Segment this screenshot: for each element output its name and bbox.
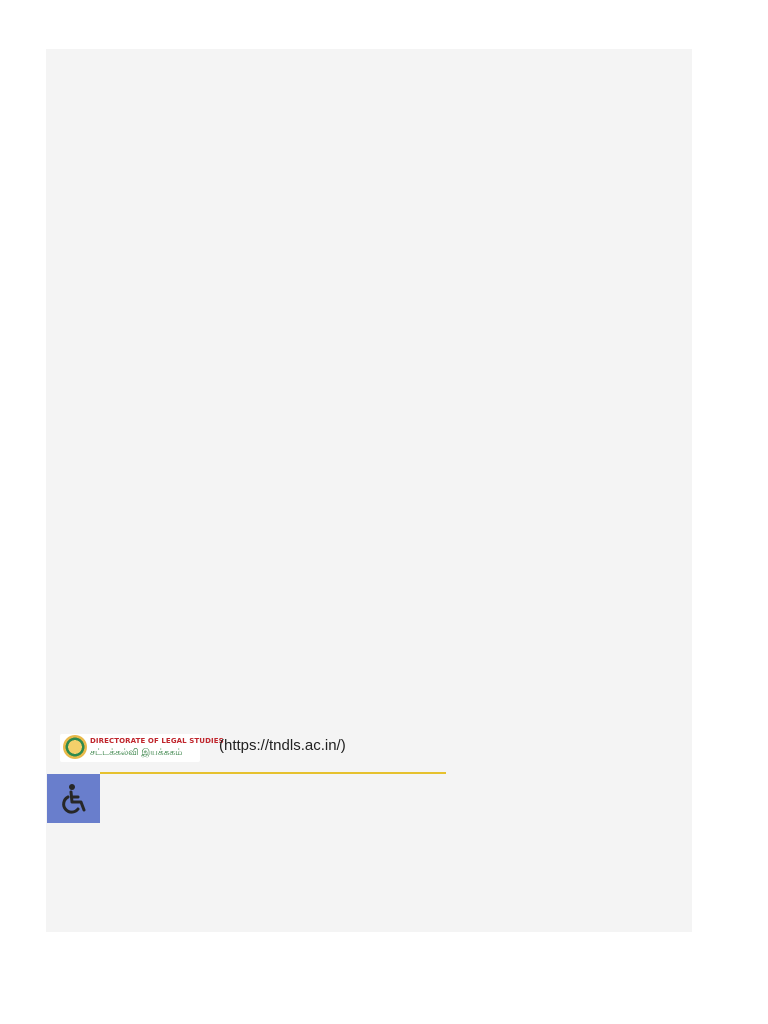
logo-text-tamil: சட்டக்கல்வி இயக்ககம் [90, 748, 183, 758]
site-link[interactable]: (https://tndls.ac.in/) [219, 737, 346, 754]
site-logo[interactable] [60, 734, 224, 762]
page-panel [46, 49, 692, 932]
logo-text-english: DIRECTORATE OF LEGAL STUDIES [90, 737, 224, 745]
highlight-underline [100, 772, 446, 774]
accessibility-button[interactable] [47, 774, 100, 823]
emblem-icon [63, 735, 87, 759]
wheelchair-icon [57, 782, 91, 816]
